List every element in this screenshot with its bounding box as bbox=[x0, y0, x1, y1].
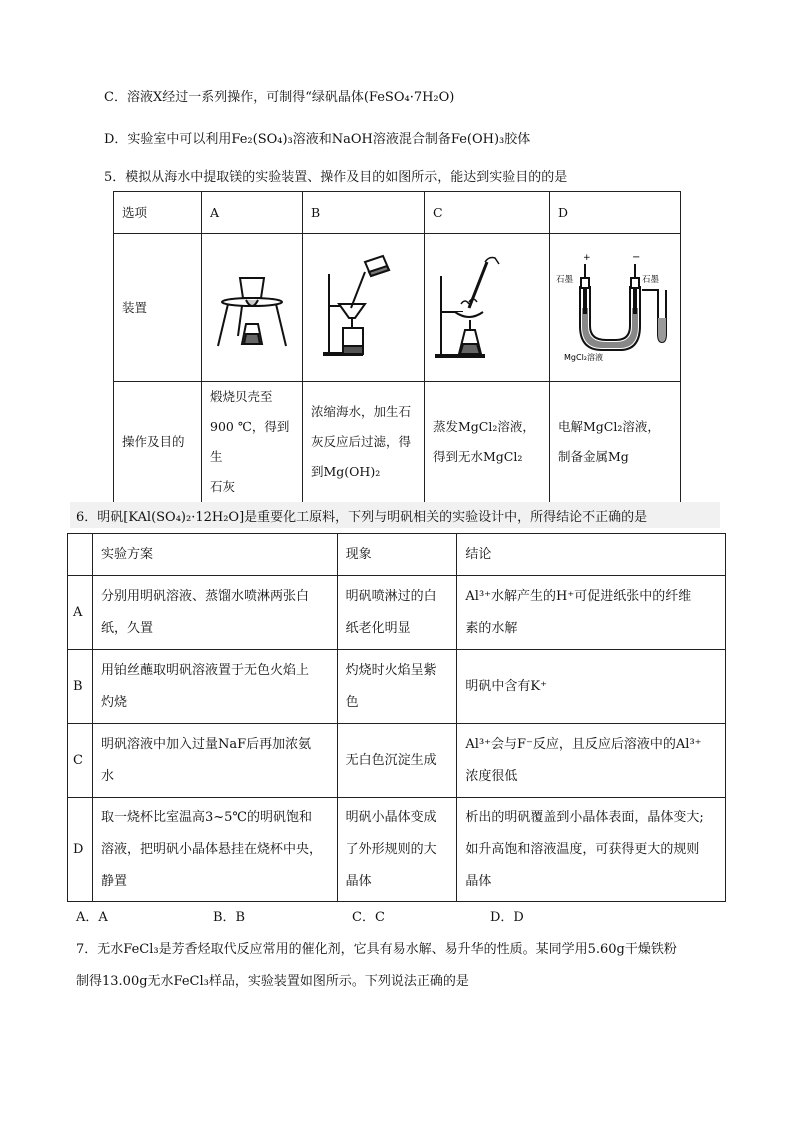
cell-line: 如升高饱和溶液温度，可获得更大的规则 bbox=[465, 841, 700, 857]
cell-line: 晶体 bbox=[345, 873, 372, 889]
choice-a: A．A bbox=[76, 910, 108, 925]
cell-line: 纸老化明显 bbox=[345, 620, 411, 636]
cell-line: 明矾中含有K⁺ bbox=[465, 678, 547, 694]
question-5-stem: 5．模拟从海水中提取镁的实验装置、操作及目的如图所示，能达到实验目的的是 bbox=[104, 170, 568, 185]
phenomenon-cell bbox=[337, 798, 457, 902]
choice-d: D．D bbox=[490, 910, 524, 925]
cell-line: 素的水解 bbox=[465, 620, 518, 636]
header-cell: B bbox=[303, 192, 425, 234]
cell-line: 制备金属Mg bbox=[558, 449, 629, 464]
plan-cell bbox=[92, 724, 337, 798]
cell-line: 到Mg(OH)₂ bbox=[311, 464, 381, 479]
header-cell: 结论 bbox=[457, 534, 726, 576]
cell-line: 水 bbox=[100, 768, 114, 784]
cell-line: 煅烧贝壳至 bbox=[210, 389, 273, 404]
cell-line: 灰反应后过滤，得 bbox=[311, 434, 412, 449]
question-5-table bbox=[113, 191, 681, 503]
plus-label: + bbox=[583, 253, 591, 263]
question-6-stem: 6．明矾[KAl(SO₄)₂·12H₂O]是重要化工原料，下列与明矾相关的实验设计中，所得结论不正确的是 bbox=[76, 510, 648, 525]
header-cell: 实验方案 bbox=[92, 534, 337, 576]
op-cell bbox=[425, 382, 550, 503]
table-row bbox=[68, 724, 726, 798]
plan-cell bbox=[92, 650, 337, 724]
table-row bbox=[68, 576, 726, 650]
op-cell bbox=[303, 382, 425, 503]
header-cell: 现象 bbox=[337, 534, 457, 576]
row-label: 操作及目的 bbox=[114, 382, 202, 503]
cell-line: 明矾溶液中加入过量NaF后再加浓氨 bbox=[100, 736, 312, 752]
cell-line: 灼烧 bbox=[100, 694, 127, 710]
cell-line: 浓度很低 bbox=[465, 768, 518, 784]
header-cell: A bbox=[202, 192, 303, 234]
table-row bbox=[68, 798, 726, 902]
calcination-apparatus-image bbox=[202, 234, 302, 370]
conclusion-cell bbox=[457, 650, 726, 724]
row-label: D bbox=[68, 798, 93, 902]
question-7-stem-line-1: 7．无水FeCl₃是芳香烃取代反应常用的催化剂，它具有易水解、易升华的性质。某同学用5.60g干燥铁粉 bbox=[76, 942, 677, 957]
cell-line: 静置 bbox=[100, 873, 127, 889]
cell-line: 色 bbox=[345, 694, 359, 710]
cell-line: 分别用明矾溶液、蒸馏水喷淋两张白 bbox=[100, 588, 309, 604]
electrode-right-label: 石墨 bbox=[642, 275, 660, 285]
evaporation-apparatus-image bbox=[425, 234, 549, 370]
cell-line: 用铂丝蘸取明矾溶液置于无色火焰上 bbox=[100, 662, 309, 678]
op-cell bbox=[202, 382, 303, 503]
apparatus-a-cell bbox=[202, 234, 303, 382]
cell-line: 晶体 bbox=[465, 873, 492, 889]
conclusion-cell bbox=[457, 798, 726, 902]
apparatus-b-cell bbox=[303, 234, 425, 382]
plan-cell bbox=[92, 576, 337, 650]
question-6-table bbox=[67, 533, 726, 902]
phenomenon-cell bbox=[337, 650, 457, 724]
table-row bbox=[114, 234, 681, 382]
phenomenon-cell bbox=[337, 576, 457, 650]
cell-line: 纸，久置 bbox=[100, 620, 153, 636]
minus-label: − bbox=[632, 252, 641, 263]
cell-line: 得到无水MgCl₂ bbox=[433, 449, 523, 464]
header-cell bbox=[68, 534, 93, 576]
op-cell bbox=[550, 382, 681, 503]
cell-line: 无白色沉淀生成 bbox=[345, 752, 437, 768]
cell-line: 了外形规则的大 bbox=[345, 841, 437, 857]
apparatus-c-cell bbox=[425, 234, 550, 382]
conclusion-cell bbox=[457, 576, 726, 650]
cell-line: 明矾小晶体变成 bbox=[345, 809, 437, 825]
cell-line: Al³⁺水解产生的H⁺可促进纸张中的纤维 bbox=[465, 588, 692, 604]
row-label: C bbox=[68, 724, 93, 798]
choice-c: C．C bbox=[352, 910, 385, 925]
conclusion-cell bbox=[457, 724, 726, 798]
question-7-stem-line-2: 制得13.00g无水FeCl₃样品，实验装置如图所示。下列说法正确的是 bbox=[76, 974, 469, 989]
cell-line: 明矾喷淋过的白 bbox=[345, 588, 437, 604]
table-row bbox=[114, 192, 681, 234]
option-d-text: D．实验室中可以利用Fe₂(SO₄)₃溶液和NaOH溶液混合制备Fe(OH)₃胶体 bbox=[104, 132, 531, 147]
header-cell: C bbox=[425, 192, 550, 234]
solution-label: MgCl₂溶液 bbox=[564, 353, 603, 362]
phenomenon-cell bbox=[337, 724, 457, 798]
row-label: B bbox=[68, 650, 93, 724]
table-row bbox=[114, 382, 681, 503]
filtration-apparatus-image bbox=[303, 234, 424, 370]
cell-line: 取一烧杯比室温高3~5℃的明矾饱和 bbox=[100, 809, 312, 825]
table-row bbox=[68, 534, 726, 576]
cell-line: 析出的明矾覆盖到小晶体表面，晶体变大; bbox=[465, 809, 704, 825]
plan-cell bbox=[92, 798, 337, 902]
choice-b: B．B bbox=[213, 910, 246, 925]
cell-line: 电解MgCl₂溶液， bbox=[558, 419, 660, 434]
option-c-text: C．溶液X经过一系列操作，可制得“绿矾晶体(FeSO₄·7H₂O) bbox=[104, 90, 455, 105]
cell-line: 900 ℃，得到生 bbox=[210, 419, 290, 464]
cell-line: 浓缩海水，加生石 bbox=[311, 404, 412, 419]
header-cell: 选项 bbox=[114, 192, 202, 234]
table-row bbox=[68, 650, 726, 724]
electrolysis-apparatus-image bbox=[550, 234, 680, 370]
cell-line: 溶液，把明矾小晶体悬挂在烧杯中央， bbox=[100, 841, 322, 857]
electrode-left-label: 石墨 bbox=[556, 275, 574, 285]
cell-line: Al³⁺会与F⁻反应，且反应后溶液中的Al³⁺ bbox=[465, 736, 702, 752]
cell-line: 蒸发MgCl₂溶液， bbox=[433, 419, 535, 434]
cell-line: 灼烧时火焰呈紫 bbox=[345, 662, 437, 678]
cell-line: 石灰 bbox=[210, 479, 236, 494]
header-cell: D bbox=[550, 192, 681, 234]
row-label: A bbox=[68, 576, 93, 650]
apparatus-d-cell bbox=[550, 234, 681, 382]
row-label: 装置 bbox=[114, 234, 202, 382]
